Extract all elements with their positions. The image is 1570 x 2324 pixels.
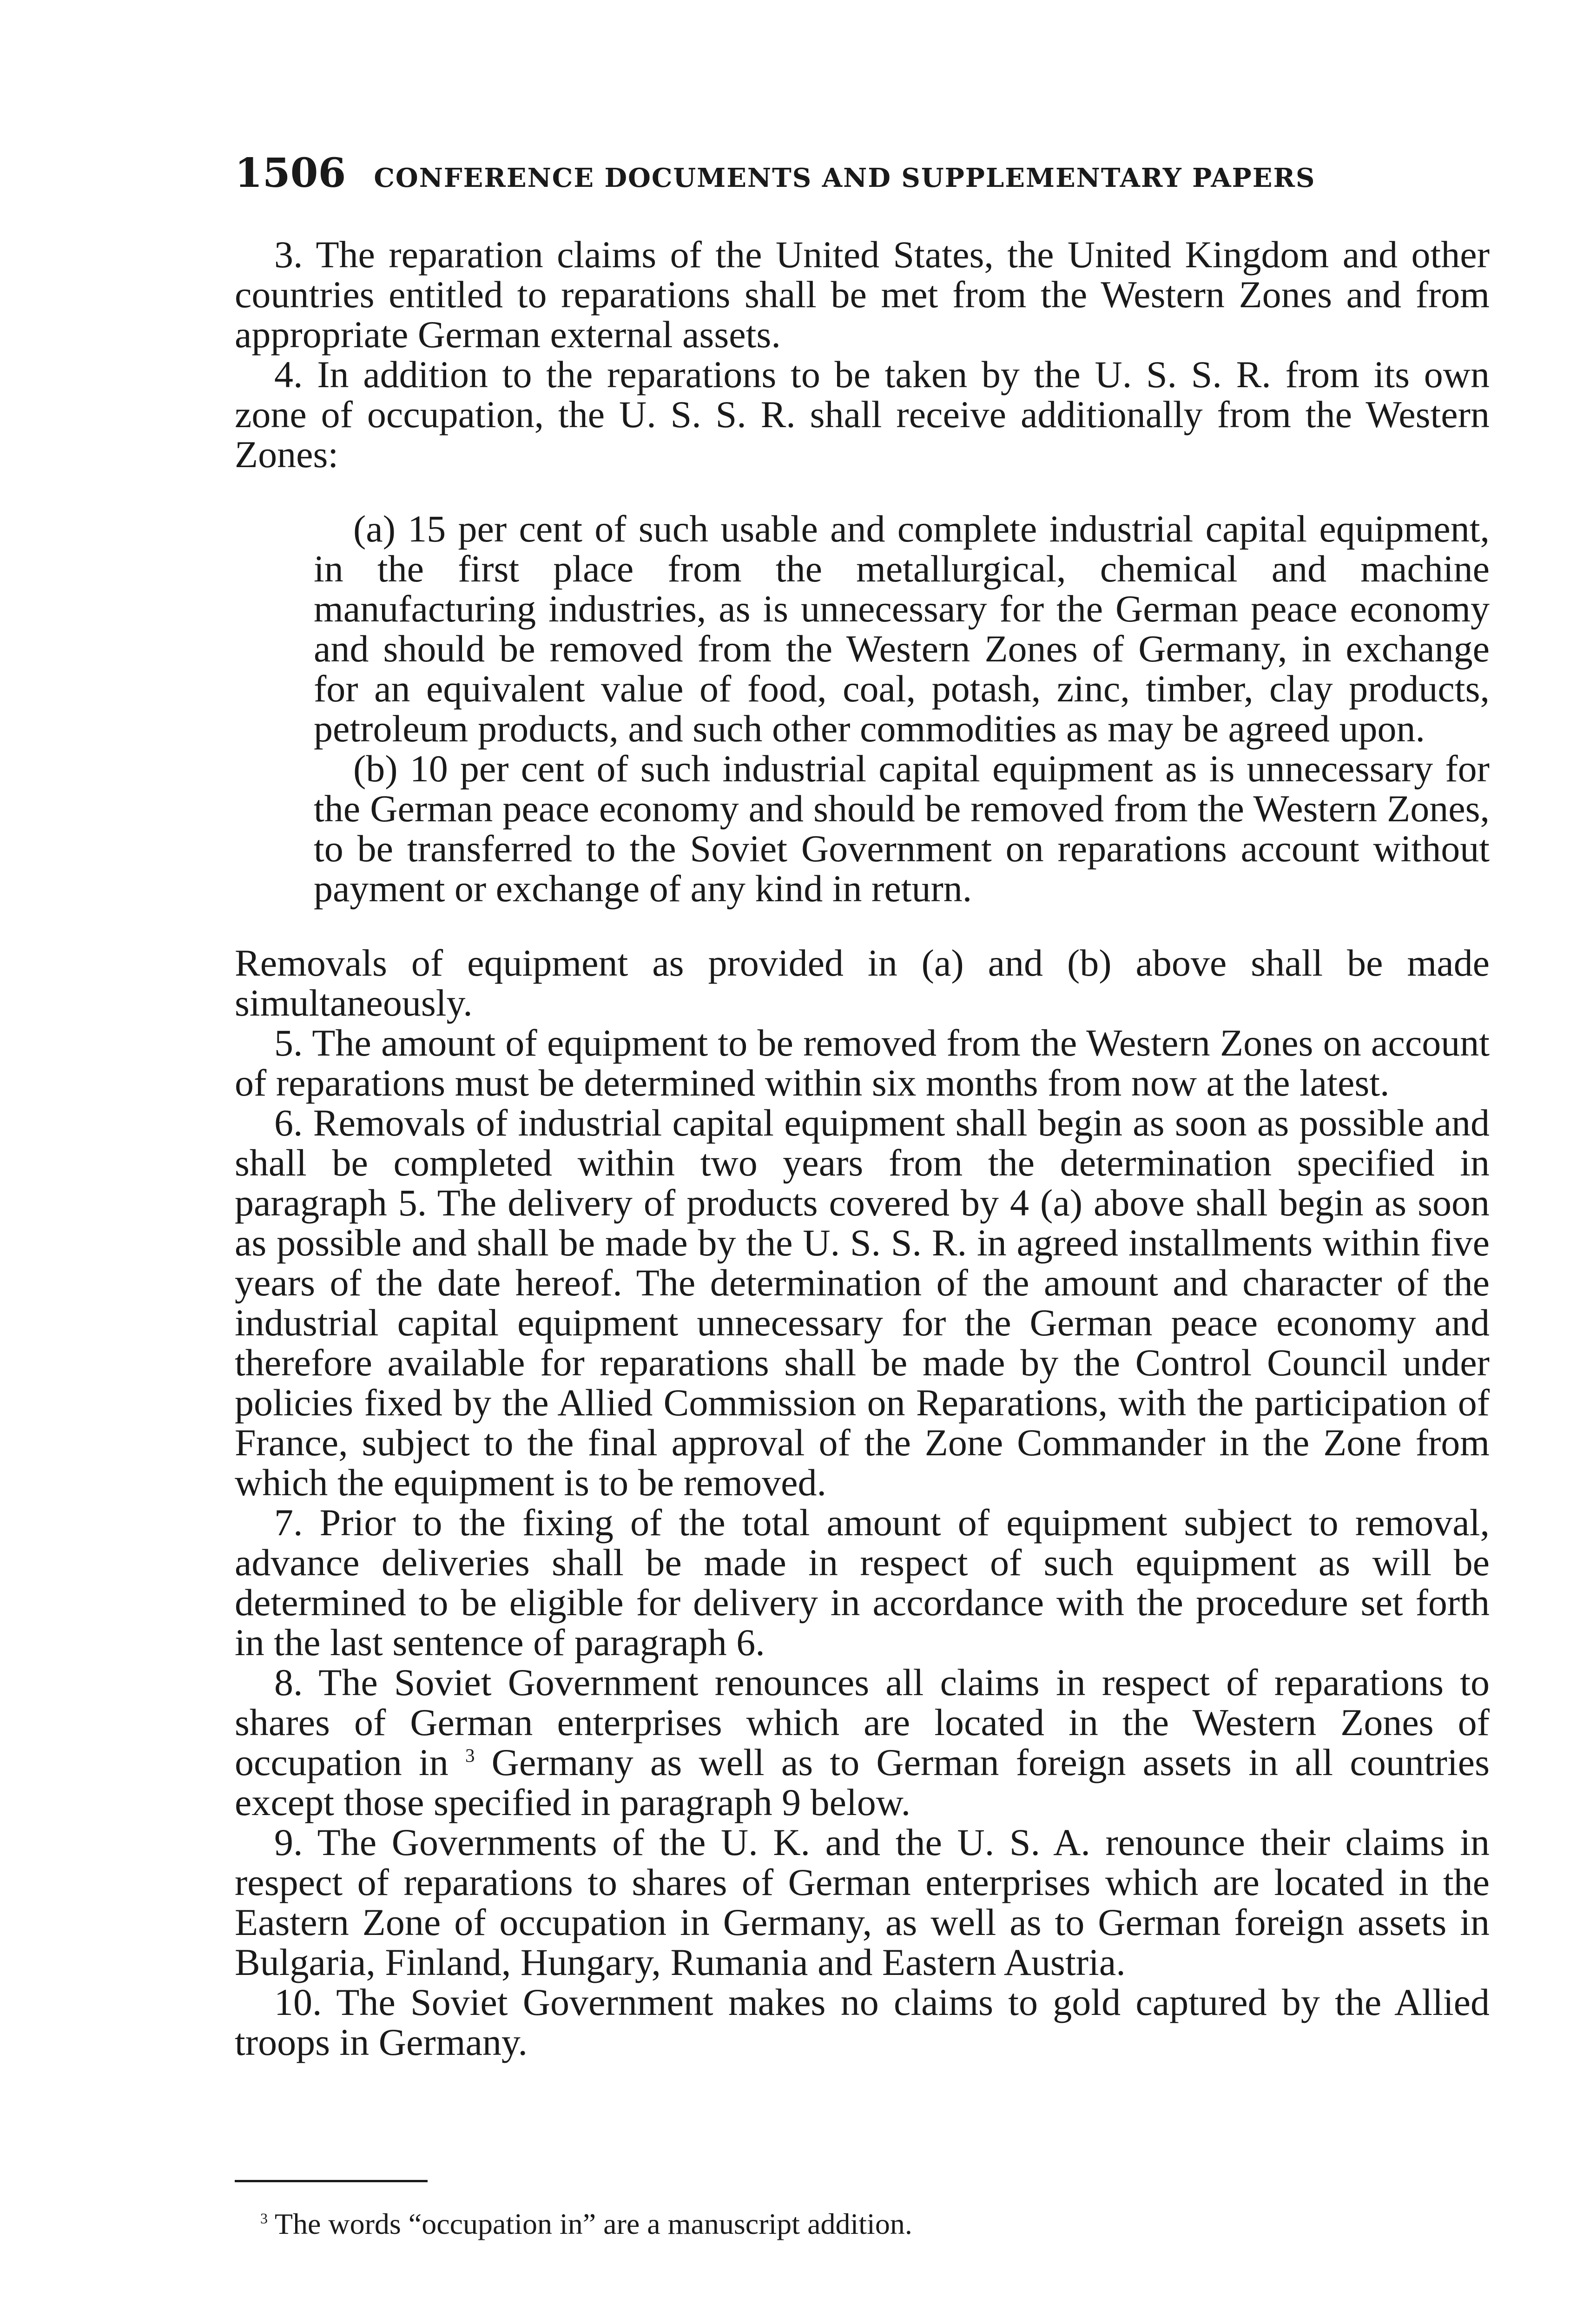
paragraph-4a: (a) 15 per cent of such usable and complete industrial capital equipment, in the first place from the metallurgical, chemical and machine manufacturing industries, as is unnecessary for the German peace economy and should be removed from the Western Zones of Germany, in exchange for an equivalent value of food, coal, potash, zinc, timber, clay products, petroleum products, and such other commodities as may be agreed upon. [314, 508, 1490, 750]
paragraph-removals: Removals of equipment as provided in (a) and (b) above shall be made simultaneously. [235, 942, 1490, 1024]
paragraph-8-text-start: 8. The Soviet Government renounces all claims in respect of reparations to shares of German enterprises which are located in the Western Zones of occupation in [235, 1661, 1490, 1783]
running-head: CONFERENCE DOCUMENTS AND SUPPLEMENTARY PAPERS [374, 163, 1316, 193]
paragraph-9: 9. The Governments of the U. K. and the U. S. A. renounce their claims in respect of reparations to shares of German enterprises which are located in the Eastern Zone of occupation in Germany, as well as to German foreign assets in Bulgaria, Finland, Hungary, Rumania and Eastern Austria. [235, 1821, 1490, 1983]
paragraph-6: 6. Removals of industrial capital equipment shall begin as soon as possible and shall be completed within two years from the determination specified in paragraph 5. The delivery of products covered by 4 (a) above shall begin as soon as possible and shall be made by the U. S. S. R. in agreed installments within five years of the date hereof. The determination of the amount and character of the industrial capital equipment unnecessary for the German peace economy and therefore available for reparations shall be made by the Control Council under policies fixed by the Allied Commission on Reparations, with the participation of France, subject to the final approval of the Zone Commander in the Zone from which the equipment is to be removed. [235, 1102, 1490, 1504]
paragraph-4-subitems [314, 509, 1490, 909]
paragraph-8 [235, 1663, 1490, 1822]
paragraph-8-text-end: Germany as well as to German foreign assets in all countries except those specified in paragraph 9 below. [235, 1741, 1490, 1823]
footnote [260, 2205, 1487, 2243]
paragraph-3: 3. The reparation claims of the United States, the United Kingdom and other countries entitled to reparations shall be met from the Western Zones and from appropriate German external assets. [235, 233, 1490, 356]
footnote-text: The words “occupation in” are a manuscript addition. [268, 2207, 912, 2240]
paragraph-10: 10. The Soviet Government makes no claims to gold captured by the Allied troops in Germany. [235, 1981, 1490, 2063]
page-number: 1506 [235, 150, 346, 197]
paragraph-4: 4. In addition to the reparations to be taken by the U. S. S. R. from its own zone of occupation, the U. S. S. R. shall receive additionally from the Western Zones: [235, 353, 1490, 475]
paragraph-5: 5. The amount of equipment to be removed from the Western Zones on account of reparations must be determined within six months from now at the latest. [235, 1022, 1490, 1104]
paragraph-7: 7. Prior to the fixing of the total amount of equipment subject to removal, advance deliveries shall be made in respect of such equipment as will be determined to be eligible for delivery in accordance with the procedure set forth in the last sentence of paragraph 6. [235, 1501, 1490, 1664]
page-header [235, 148, 1490, 199]
footnote-reference: 3 [465, 1744, 475, 1766]
document-body [235, 235, 1490, 2062]
footnote-marker: 3 [260, 2210, 268, 2227]
footnote-divider [235, 2180, 428, 2182]
paragraph-4b: (b) 10 per cent of such industrial capital equipment as is unnecessary for the German peace economy and should be removed from the Western Zones, to be transferred to the Soviet Government on reparations account without payment or exchange of any kind in return. [314, 747, 1490, 910]
